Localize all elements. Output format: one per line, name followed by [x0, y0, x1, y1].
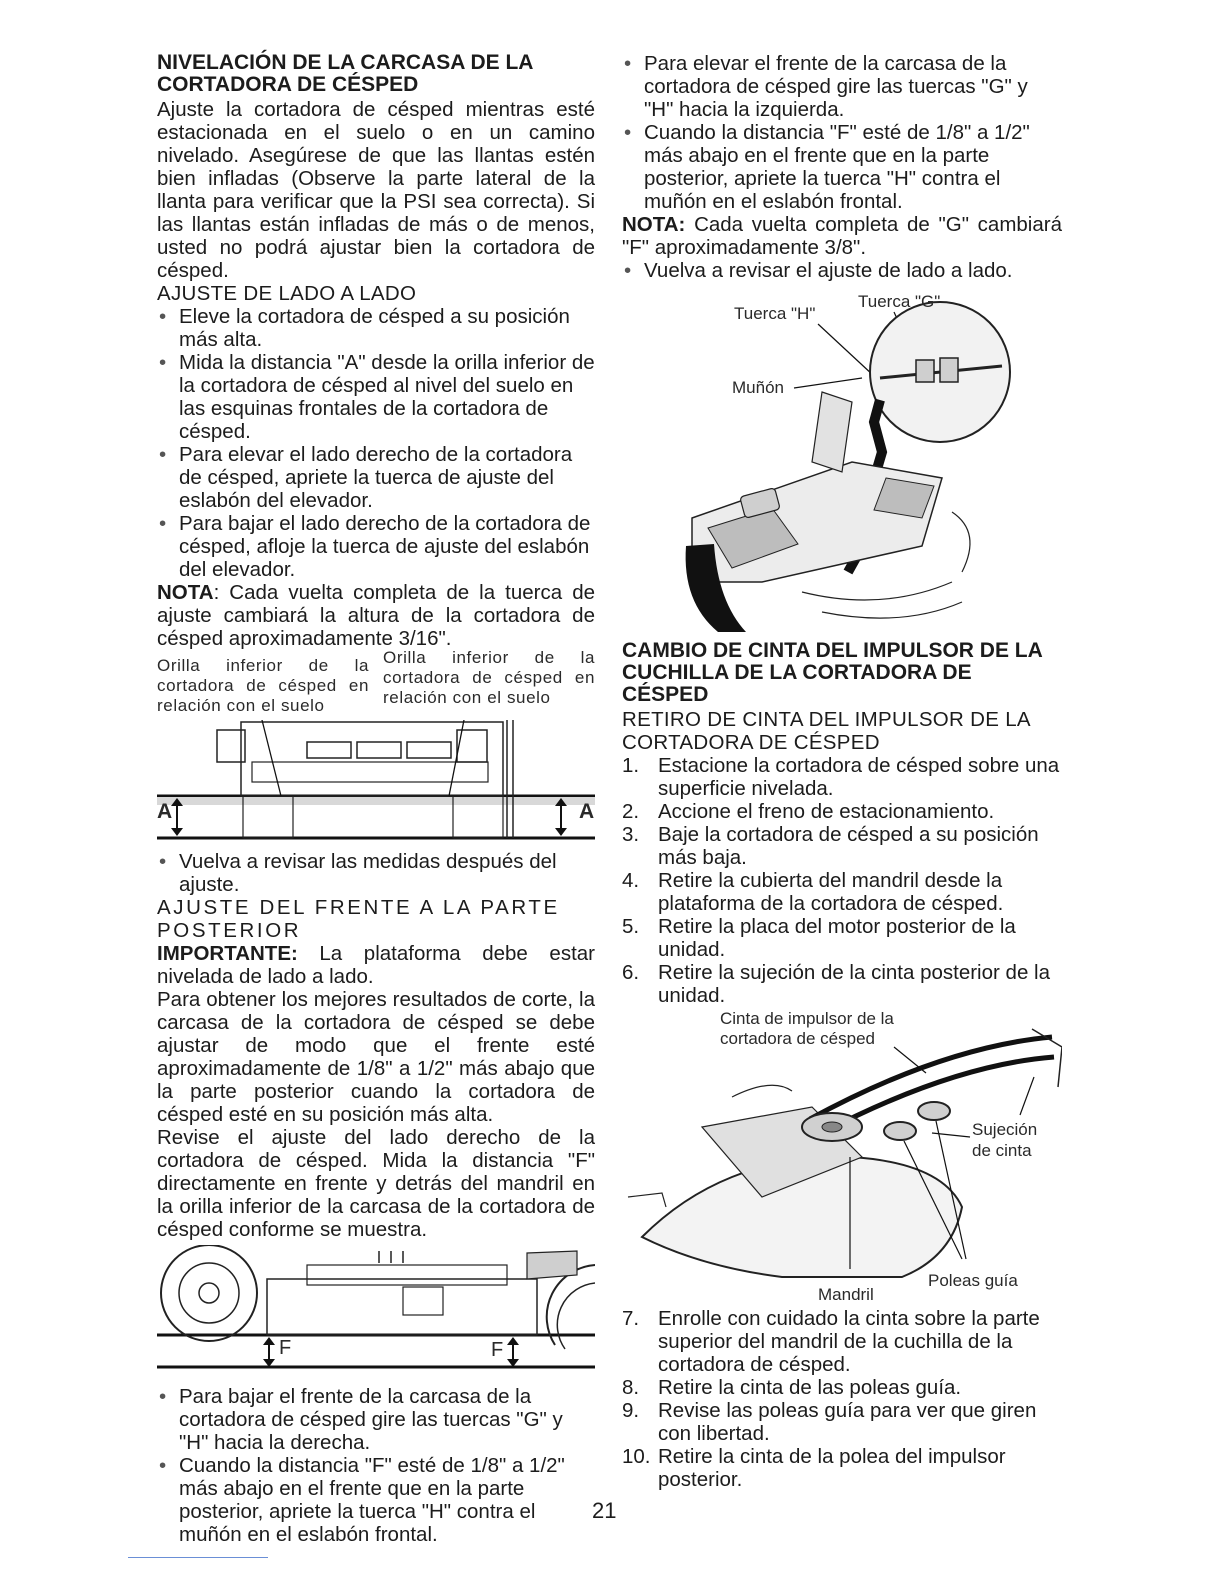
belt-change-heading: CAMBIO DE CINTA DEL IMPULSOR DE LA CUCHILLA DE LA CORTADORA DE CÉSPED — [622, 639, 1042, 706]
list-item — [622, 754, 1062, 800]
important-label: IMPORTANTE: — [157, 942, 298, 965]
step-number: 4. — [622, 869, 640, 892]
list-item — [622, 869, 1062, 915]
list-item: • Cuando la distancia "F" esté de 1/8" a 1/2" más abajo en el frente que en la parte posterior, apriete la tuerca "H" contra el muñón en el eslabón frontal. — [622, 121, 1062, 213]
leveling-heading: NIVELACIÓN DE LA CARCASA DE LA CORTADORA DE CÉSPED — [157, 51, 533, 96]
left-column — [157, 52, 595, 1546]
note-text: Cada vuelta completa de "G" cambiará "F" aproximadamente 3/8". — [622, 213, 1062, 259]
lower-front-list — [157, 1385, 595, 1546]
figure-belt — [622, 1007, 1062, 1307]
step-text: Revise las poleas guía para ver que giren con libertad. — [658, 1399, 1037, 1445]
step-text: Retire la placa del motor posterior de la unidad. — [658, 915, 1016, 961]
recheck-list — [157, 850, 595, 896]
important-note — [157, 942, 595, 988]
deck-side-illustration — [157, 720, 595, 840]
step-number: 6. — [622, 961, 640, 984]
label-nut-h: Tuerca "H" — [734, 304, 816, 323]
label-trunnion: Muñón — [732, 378, 784, 397]
list-item: • Para elevar el lado derecho de la cortadora de césped, apriete la tuerca de ajuste del eslabón del elevador. — [157, 443, 595, 512]
step-text: Retire la cinta de la polea del impulsor posterior. — [658, 1445, 1006, 1491]
important-text: La plataforma debe estar nivelada de lado a lado. — [157, 942, 595, 988]
right-column — [622, 52, 1062, 1491]
label-belt: Cinta de impulsor de la cortadora de césped — [720, 1009, 894, 1048]
side-to-side-heading: AJUSTE DE LADO A LADO — [157, 282, 417, 305]
note-text: : Cada vuelta completa de la tuerca de ajuste cambiará la altura de la cortadora de césped aproximadamente 3/16". — [157, 581, 595, 650]
list-item: • Para bajar el frente de la carcasa de la cortadora de césped gire las tuercas "G" y "H" hacia la derecha. — [157, 1385, 595, 1454]
list-item — [622, 1376, 1062, 1399]
step-number: 1. — [622, 754, 640, 777]
removal-steps-a — [622, 754, 1062, 1007]
step-text: Retire la sujeción de la cinta posterior de la unidad. — [658, 961, 1050, 1007]
figure-side-to-side — [157, 648, 595, 844]
step-text: Retire la cinta de las poleas guía. — [658, 1376, 962, 1399]
nut-detail-illustration — [622, 282, 1062, 636]
step-text: Retire la cubierta del mandril desde la plataforma de la cortadora de césped. — [658, 869, 1004, 915]
list-item: • Para bajar el lado derecho de la cortadora de césped, afloje la tuerca de ajuste del eslabón del elevador. — [157, 512, 595, 581]
mower-profile-illustration — [157, 1245, 595, 1369]
check-paragraph: Revise el ajuste del lado derecho de la cortadora de césped. Mida la distancia "F" directamente en frente y detrás del mandril en la orilla inferior de la carcasa de la cortadora de césped conforme se muestra. — [157, 1126, 595, 1241]
list-item: • Mida la distancia "A" desde la orilla inferior de la cortadora de césped al nivel del suelo en las esquinas frontales de la cortadora de césped. — [157, 351, 595, 443]
figure-caption-right: Orilla inferior de la cortadora de césped en relación con el suelo — [383, 648, 595, 707]
list-item: • Para elevar el frente de la carcasa de la cortadora de césped gire las tuercas "G" y "H" hacia la izquierda. — [622, 52, 1062, 121]
marker-a-right: A — [579, 800, 595, 823]
step-number: 9. — [622, 1399, 640, 1422]
list-item — [622, 1445, 1062, 1491]
step-text: Enrolle con cuidado la cinta sobre la parte superior del mandril de la cuchilla de la cortadora de césped. — [658, 1307, 1040, 1376]
list-item: • Eleve la cortadora de césped a su posición más alta. — [157, 305, 595, 351]
recheck-side-list — [622, 259, 1062, 282]
marker-f-rear: F — [491, 1339, 504, 1361]
figure-caption-left: Orilla inferior de la cortadora de césped en relación con el suelo — [157, 656, 369, 715]
list-item — [622, 1307, 1062, 1376]
step-text: Estacione la cortadora de césped sobre una superficie nivelada. — [658, 754, 1060, 800]
side-to-side-list — [157, 305, 595, 581]
step-number: 3. — [622, 823, 640, 846]
belt-removal-heading: RETIRO DE CINTA DEL IMPULSOR DE LA CORTADORA DE CÉSPED — [622, 708, 1030, 754]
figure-adjust-nuts — [622, 282, 1062, 636]
label-idler-pulleys: Poleas guía — [928, 1271, 1018, 1290]
note-label: NOTA: — [622, 213, 686, 236]
list-item — [622, 961, 1062, 1007]
step-text: Baje la cortadora de césped a su posición más baja. — [658, 823, 1039, 869]
figure-front-to-rear — [157, 1245, 595, 1373]
page-number: 21 — [592, 1498, 617, 1523]
note-nut-turn — [157, 581, 595, 650]
label-nut-g: Tuerca "G" — [858, 292, 941, 311]
results-paragraph: Para obtener los mejores resultados de corte, la carcasa de la cortadora de césped se debe ajustar de modo que el frente esté aproximadamente de 1/8" a 1/2" más abajo que la parte posterior cuando la cortadora de césped esté en su posición más alta. — [157, 988, 595, 1126]
step-number: 5. — [622, 915, 640, 938]
note-g-turn — [622, 213, 1062, 259]
front-to-rear-heading: AJUSTE DEL FRENTE A LA PARTE POSTERIOR — [157, 896, 560, 942]
list-item — [622, 915, 1062, 961]
label-belt-clip: Sujeción de cinta — [972, 1120, 1038, 1160]
divider — [128, 1557, 268, 1558]
label-spindle: Mandril — [818, 1285, 874, 1304]
note-label: NOTA — [157, 581, 214, 604]
step-number: 2. — [622, 800, 640, 823]
step-number: 8. — [622, 1376, 640, 1399]
list-item: • Vuelva a revisar las medidas después del ajuste. — [157, 850, 595, 896]
list-item — [622, 1399, 1062, 1445]
list-item — [622, 800, 1062, 823]
marker-a-left: A — [157, 800, 173, 823]
raise-front-list — [622, 52, 1062, 213]
list-item: • Cuando la distancia "F" esté de 1/8" a 1/2" más abajo en el frente que en la parte posterior, apriete la tuerca "H" contra el muñón en el eslabón frontal. — [157, 1454, 595, 1546]
leveling-intro: Ajuste la cortadora de césped mientras esté estacionada en el suelo o en un camino nivelado. Asegúrese de que las llantas estén bien infladas (Observe la parte lateral de la llanta para verificar que la PSI sea correcta). Si las llantas están infladas de más o de menos, usted no podrá ajustar bien la cortadora de césped. — [157, 98, 595, 282]
step-text: Accione el freno de estacionamiento. — [658, 800, 995, 823]
step-number: 10. — [622, 1445, 651, 1468]
list-item: • Vuelva a revisar el ajuste de lado a lado. — [622, 259, 1062, 282]
list-item — [622, 823, 1062, 869]
removal-steps-b — [622, 1307, 1062, 1491]
marker-f-front: F — [279, 1337, 292, 1359]
step-number: 7. — [622, 1307, 640, 1330]
